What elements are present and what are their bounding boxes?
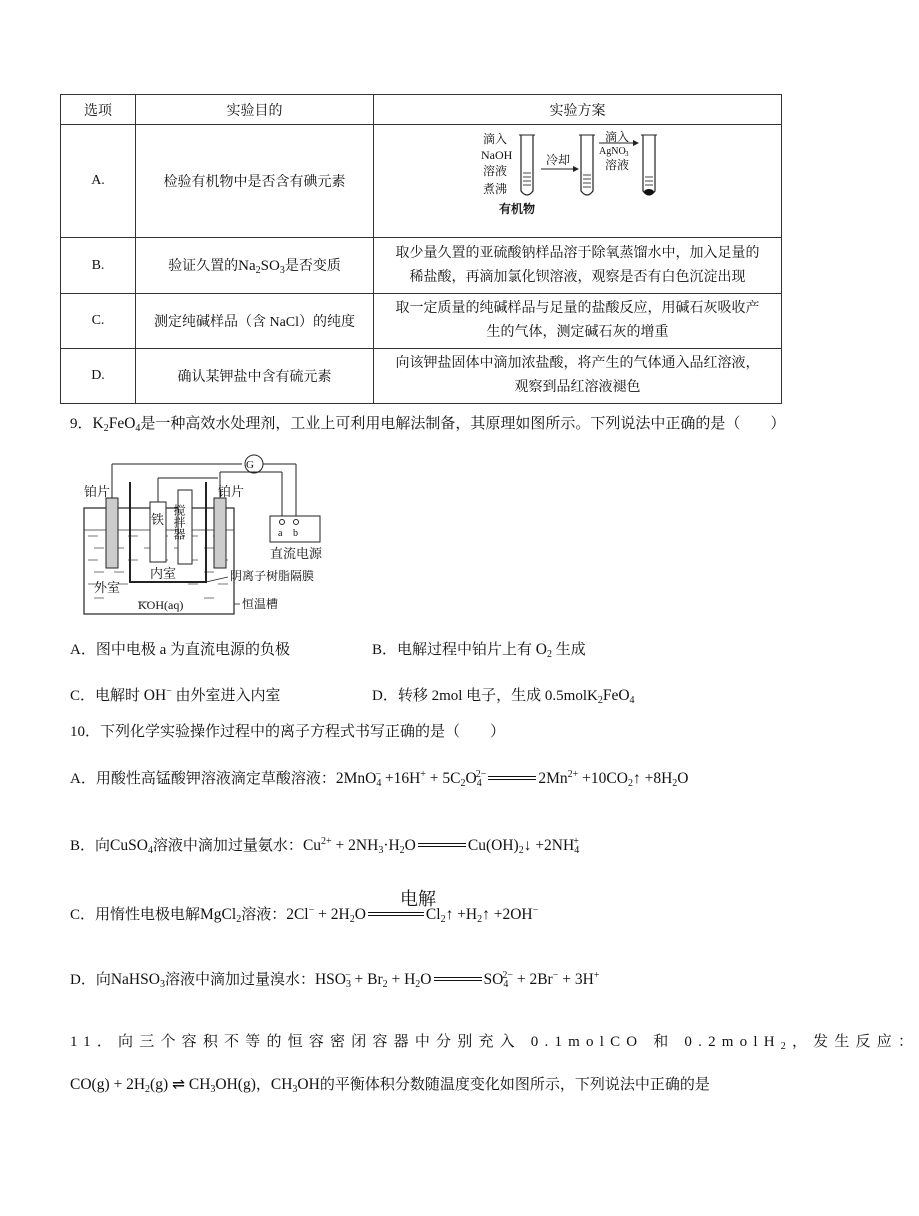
diag-arrow1: 冷却 xyxy=(545,153,570,167)
row-a-plan xyxy=(374,125,782,238)
q9-option-b: B．电解过程中铂片上有 $O_2$ 生成 xyxy=(372,641,586,660)
diag-left-3: 溶液 xyxy=(482,164,507,178)
stirrer-label: 搅拌器 xyxy=(172,504,186,540)
row-a-purpose: 检验有机物中是否含有碘元素 xyxy=(136,125,374,238)
row-c-plan: 取一定质量的纯碱样品与足量的盐酸反应，用碱石灰吸收产 生的气体，测定碱石灰的增重 xyxy=(374,294,782,349)
header-purpose: 实验目的 xyxy=(136,95,374,125)
q10-option-b: B．向CuSO$_4$溶液中滴加过量氨水：$Cu^{2+} + 2NH_3\cdot H_2O$ $Cu(OH)_2↓ +2NH_4^+$ xyxy=(70,836,580,856)
q10-stem: 10．下列化学实验操作过程中的离子方程式书写正确的是（ ） xyxy=(70,724,506,740)
diag-bottom: 有机物 xyxy=(498,202,535,216)
electrolysis-diagram xyxy=(78,452,348,622)
diag-right-2-sub: 3 xyxy=(624,150,628,158)
diag-right-1: 滴入 xyxy=(604,130,629,144)
outer-label: 外室 xyxy=(94,580,121,595)
electrode-a: a xyxy=(278,528,283,539)
row-d-option: D. xyxy=(61,349,136,404)
power-label: 直流电源 xyxy=(270,546,323,561)
header-option: 选项 xyxy=(61,95,136,125)
row-b-option: B. xyxy=(61,238,136,294)
inner-label: 内室 xyxy=(150,566,177,581)
bath-label: 恒温槽 xyxy=(242,597,279,611)
q10-option-a: A．用酸性高锰酸钾溶液滴定草酸溶液：$2MnO_4^- +16H^+ + 5C_2O_4^{2-}$ $2Mn^{2+}$ $+10CO_2↑ +8H_2O$ xyxy=(70,769,689,789)
row-c-purpose: 测定纯碱样品（含 NaCl）的纯度 xyxy=(136,294,374,349)
iron-label: 铁 xyxy=(151,512,165,527)
q9-option-d: D．转移 2mol 电子，生成 0.5molK$_2$FeO$_4$ xyxy=(372,687,635,706)
row-b-purpose: 验证久置的$Na_2SO_3$是否变质 xyxy=(136,238,374,294)
table-row xyxy=(61,238,782,294)
row-a-option: A. xyxy=(61,125,136,238)
diag-left-1: 滴入 xyxy=(482,132,507,146)
row-d-purpose: 确认某钾盐中含有硫元素 xyxy=(136,349,374,404)
row-d-plan: 向该钾盐固体中滴加浓盐酸，将产生的气体通入品红溶液， 观察到品红溶液褪色 xyxy=(374,349,782,404)
test-tube-diagram xyxy=(480,129,673,233)
header-plan: 实验方案 xyxy=(374,95,782,125)
q11-line2: $CO(g) + 2H_2(g)$ ⇌ $CH_3OH(g)$，$CH_3OH$的平衡体积分数随温度变化如图所示，下列说法中正确的是 xyxy=(70,1076,710,1095)
koh-label: KOH(aq) xyxy=(138,598,184,612)
diag-right-3: 溶液 xyxy=(604,158,629,172)
q10-option-c: C．用惰性电极电解MgCl$_2$溶液：$2Cl^- + 2H_2O$ $Cl_2↑$ $+H_2↑ +2OH^-$ xyxy=(70,905,539,925)
table-row xyxy=(61,349,782,404)
q9-option-a: A．图中电极 a 为直流电源的负极 xyxy=(70,642,290,658)
q10-option-d: D．向NaHSO$_3$溶液中滴加过量溴水：$HSO_3^- + Br_2 + H_2O$ $SO_4^{2-} + 2Br^- + 3H^+$ xyxy=(70,970,600,990)
table-row xyxy=(61,125,782,238)
row-c-option: C. xyxy=(61,294,136,349)
pt-left-label: 铂片 xyxy=(84,484,111,499)
diag-right-2: AgNO xyxy=(598,146,626,157)
q9-option-c: C．电解时 OH− 由外室进入内室 xyxy=(70,686,281,704)
pt-right-label: 铂片 xyxy=(218,484,245,499)
table-row xyxy=(61,294,782,349)
galvanometer-label: G xyxy=(246,459,254,471)
membrane-label: 阴离子树脂隔膜 xyxy=(230,569,315,583)
row-b-plan: 取少量久置的亚硫酸钠样品溶于除氧蒸馏水中，加入足量的 稀盐酸，再滴加氯化钡溶液，观察是否有白色沉淀出现 xyxy=(374,238,782,294)
q11-line1: 11．向三个容积不等的恒容密闭容器中分别充入 0.1molCO 和 0.2molH$_2$，发生反应： xyxy=(70,1034,919,1052)
diag-left-4: 煮沸 xyxy=(482,182,507,196)
q9-stem: 9．$K_2FeO_4$是一种高效水处理剂，工业上可利用电解法制备，其原理如图所示。下列说法中正确的是（ ） xyxy=(70,415,786,434)
options-table xyxy=(60,94,782,404)
diag-left-2: NaOH xyxy=(480,148,512,162)
electrode-b: b xyxy=(293,528,298,539)
